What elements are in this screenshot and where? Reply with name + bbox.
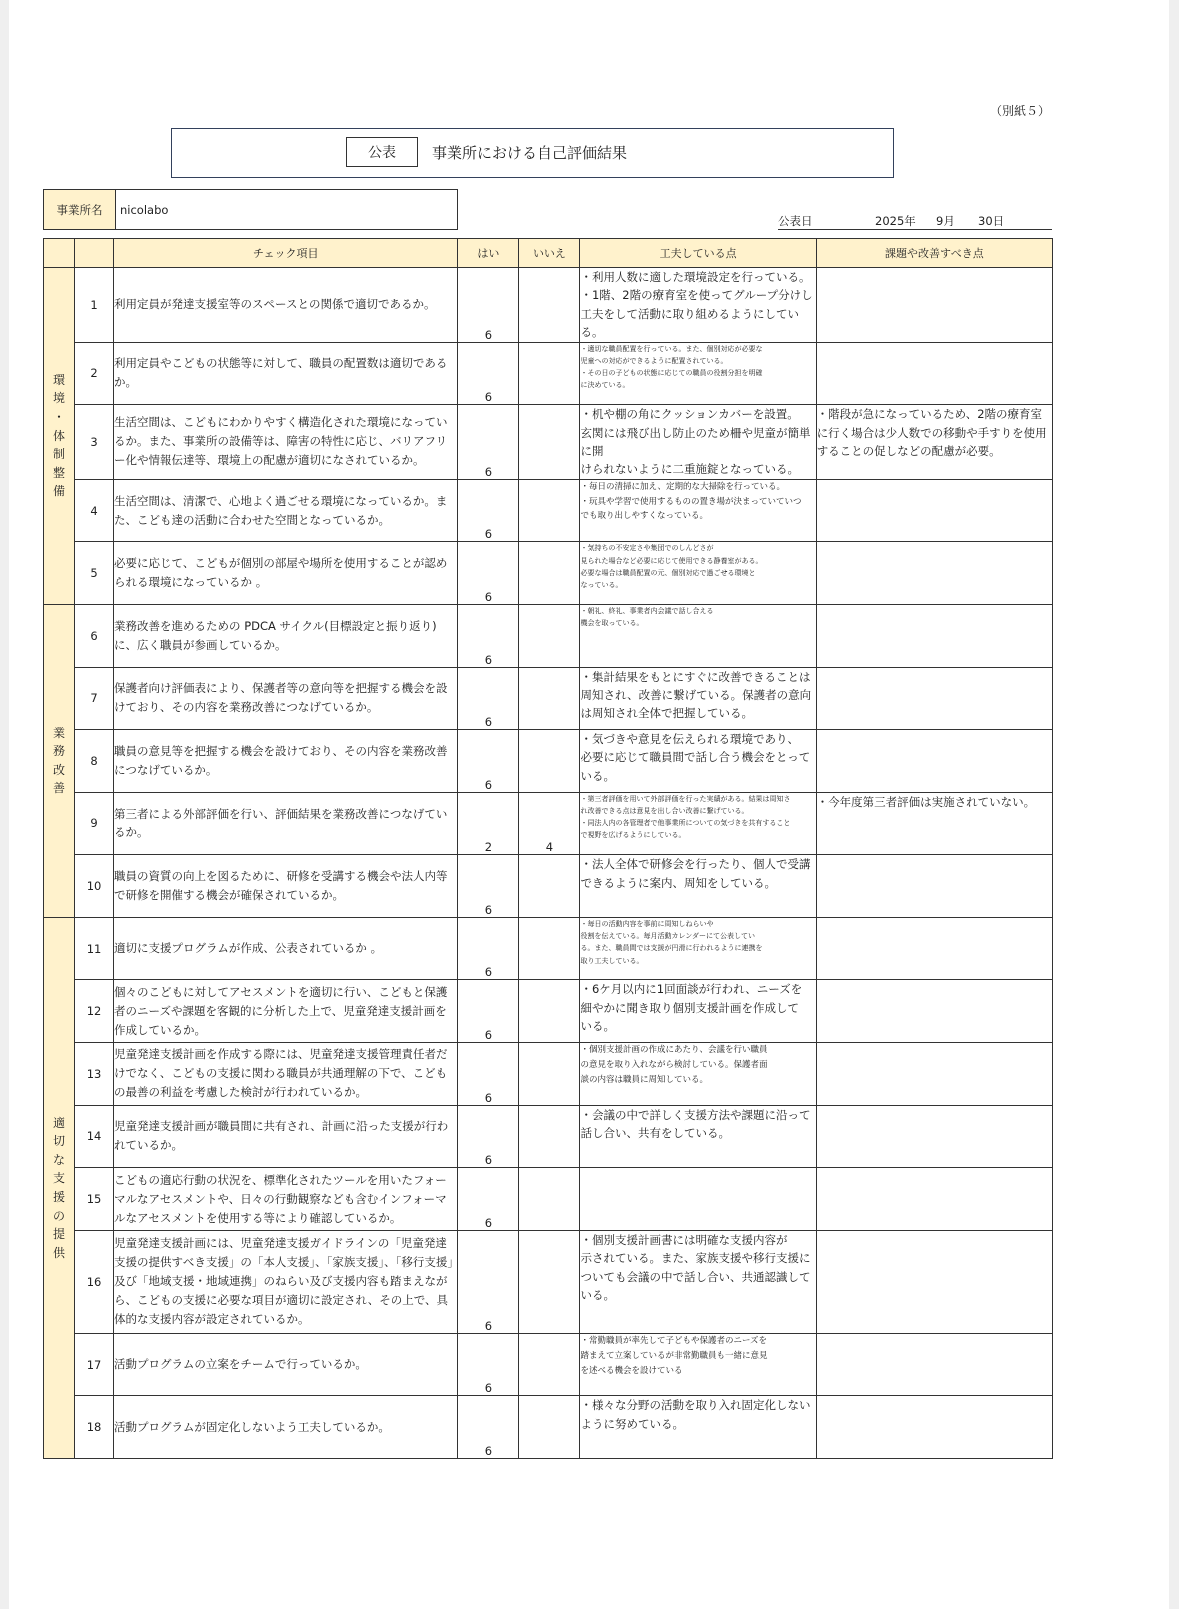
note-line: ・朝礼、終礼、事業者内会議で話し合える bbox=[580, 606, 714, 615]
row-number: 14 bbox=[75, 1105, 114, 1168]
note-line: 細やかに聞き取り個別支援計画を作成して bbox=[580, 1000, 799, 1015]
note-line: は周知され全体で把握している。 bbox=[580, 706, 753, 721]
note-line: に行く場合は少人数での移動や手すりを使用 bbox=[816, 425, 1047, 440]
no-count bbox=[519, 1230, 580, 1333]
yes-count: 6 bbox=[458, 730, 519, 793]
category-char: 整 bbox=[53, 465, 66, 480]
row-number: 6 bbox=[75, 604, 114, 667]
effort-note bbox=[580, 667, 816, 730]
issue-note bbox=[816, 1230, 1052, 1333]
note-line: ついても会議の中で話し合い、共通認識して bbox=[580, 1269, 811, 1284]
issue-note bbox=[816, 1043, 1052, 1106]
no-count bbox=[519, 980, 580, 1043]
header-effort: 工夫している点 bbox=[580, 239, 816, 268]
category-char: 供 bbox=[53, 1245, 66, 1260]
issue-note bbox=[816, 405, 1052, 480]
no-count bbox=[519, 1396, 580, 1459]
category-char: 適 bbox=[53, 1115, 66, 1130]
category-char: 環 bbox=[53, 372, 66, 387]
row-number: 8 bbox=[75, 730, 114, 793]
note-line: できるように案内、周知をしている。 bbox=[580, 875, 776, 890]
note-line: ・今年度第三者評価は実施されていない。 bbox=[816, 794, 1036, 809]
table-row bbox=[44, 792, 1053, 855]
issue-note bbox=[816, 730, 1052, 793]
note-line: の意見を取り入れながら検討している。保護者面 bbox=[580, 1059, 768, 1070]
check-item: 業務改善を進めるための PDCA サイクル(目標設定と振り返り)に、広く職員が参画しているか。 bbox=[114, 604, 458, 667]
category-char: の bbox=[53, 1208, 66, 1223]
no-count bbox=[519, 1105, 580, 1168]
note-line: 児童への対応ができるように配置されている。 bbox=[580, 356, 728, 365]
table-row bbox=[44, 1230, 1053, 1333]
note-line: ・集計結果をもとにすぐに改善できることは bbox=[580, 669, 811, 684]
no-count bbox=[519, 917, 580, 980]
note-line: ・利用人数に適した環境設定を行っている。 bbox=[580, 270, 811, 284]
category-char: 境 bbox=[53, 391, 66, 406]
header-category bbox=[44, 239, 75, 268]
note-line: 談の内容は職員に周知している。 bbox=[580, 1074, 708, 1085]
issue-note bbox=[816, 1396, 1052, 1459]
table-row bbox=[44, 980, 1053, 1043]
note-line: ・毎日の清掃に加え、定期的な大掃除を行っている。 bbox=[580, 481, 785, 492]
category-char: な bbox=[53, 1152, 66, 1167]
note-line: ・個別支援計画の作成にあたり、会議を行い職員 bbox=[580, 1045, 768, 1056]
note-line: 必要に応じて職員間で話し合う機会をとって bbox=[580, 750, 811, 765]
category-char: 支 bbox=[53, 1171, 66, 1186]
note-line: ・机や棚の角にクッションカバーを設置。 bbox=[580, 407, 799, 422]
effort-note bbox=[580, 479, 816, 542]
row-number: 13 bbox=[75, 1043, 114, 1106]
note-line: けられないように二重施錠となっている。 bbox=[580, 462, 799, 477]
effort-note bbox=[580, 1230, 816, 1333]
no-count bbox=[519, 667, 580, 730]
check-item: 適切に支援プログラムが作成、公表されているか 。 bbox=[114, 917, 458, 980]
category-char: 業 bbox=[53, 725, 66, 740]
category-cell bbox=[44, 917, 75, 1458]
effort-note bbox=[580, 917, 816, 980]
yes-count: 6 bbox=[458, 479, 519, 542]
table-row bbox=[44, 1396, 1053, 1459]
issue-note bbox=[816, 1333, 1052, 1396]
category-char: 制 bbox=[53, 447, 66, 462]
note-line: ・適切な職員配置を行っている。また、個別対応が必要な bbox=[580, 344, 763, 353]
no-count bbox=[519, 730, 580, 793]
note-line: に決めている。 bbox=[580, 381, 630, 390]
note-line: 機会を取っている。 bbox=[580, 619, 644, 628]
header-check-item: チェック項目 bbox=[114, 239, 458, 268]
no-count bbox=[519, 542, 580, 605]
check-item: 児童発達支援計画を作成する際には、児童発達支援管理責任者だけでなく、こどもの支援に関わる職員が共通理解の下で、こどもの最善の利益を考慮した検討が行われているか。 bbox=[114, 1043, 458, 1106]
yes-count: 6 bbox=[458, 855, 519, 918]
table-row bbox=[44, 1333, 1053, 1396]
note-line: ・様々な分野の活動を取り入れ固定化しない bbox=[580, 1398, 811, 1413]
table-row bbox=[44, 1105, 1053, 1168]
effort-note bbox=[580, 604, 816, 667]
check-item: 第三者による外部評価を行い、評価結果を業務改善につなげているか。 bbox=[114, 792, 458, 855]
header-issue: 課題や改善すべき点 bbox=[816, 239, 1052, 268]
header-yes: はい bbox=[458, 239, 519, 268]
header-number bbox=[75, 239, 114, 268]
yes-count: 2 bbox=[458, 792, 519, 855]
row-number: 5 bbox=[75, 542, 114, 605]
note-line: れ改善できる点は意見を出し合い改善に繋げている。 bbox=[580, 806, 749, 815]
effort-note bbox=[580, 1333, 816, 1396]
note-line: ・気づきや意見を伝えられる環境であり、 bbox=[580, 732, 799, 747]
row-number: 7 bbox=[75, 667, 114, 730]
note-line: でも取り出しやすくなっている。 bbox=[580, 511, 708, 522]
no-count bbox=[519, 342, 580, 405]
check-item: 活動プログラムが固定化しないよう工夫しているか。 bbox=[114, 1396, 458, 1459]
note-line: 見られた場合など必要に応じて使用できる静養室がある。 bbox=[580, 556, 763, 565]
row-number: 10 bbox=[75, 855, 114, 918]
yes-count: 6 bbox=[458, 667, 519, 730]
category-char: 提 bbox=[53, 1227, 66, 1242]
note-line: ・1階、2階の療育室を使ってグループ分けし bbox=[580, 288, 813, 303]
table-row bbox=[44, 342, 1053, 405]
publication-date-label: 公表日 bbox=[778, 214, 813, 228]
note-line: 取り工夫している。 bbox=[580, 956, 644, 965]
note-line: る。また、職員間では支援が円滑に行われるように連携を bbox=[580, 944, 763, 953]
note-line: ・玩具や学習で使用するものの置き場が決まっていていつ bbox=[580, 496, 802, 507]
office-name-label: 事業所名 bbox=[44, 190, 116, 229]
note-line: ・第三者評価を用いて外部評価を行った実績がある。結果は周知さ bbox=[580, 794, 791, 803]
effort-note bbox=[580, 730, 816, 793]
yes-count: 6 bbox=[458, 1168, 519, 1231]
table-row bbox=[44, 730, 1053, 793]
issue-note bbox=[816, 479, 1052, 542]
row-number: 12 bbox=[75, 980, 114, 1043]
note-line: ・階段が急になっているため、2階の療育室 bbox=[816, 407, 1043, 422]
effort-note bbox=[580, 1105, 816, 1168]
note-line: 話し合い、共有をしている。 bbox=[580, 1126, 730, 1141]
effort-note bbox=[580, 542, 816, 605]
note-line: いる。 bbox=[580, 768, 615, 783]
issue-note bbox=[816, 268, 1052, 343]
check-item: 職員の資質の向上を図るために、研修を受講する機会や法人内等で研修を開催する機会が確保されているか。 bbox=[114, 855, 458, 918]
yes-count: 6 bbox=[458, 917, 519, 980]
note-line: いる。 bbox=[580, 1019, 615, 1034]
effort-note bbox=[580, 1168, 816, 1231]
note-line: なっている。 bbox=[580, 581, 623, 590]
note-line: ように努めている。 bbox=[580, 1416, 684, 1431]
row-number: 17 bbox=[75, 1333, 114, 1396]
publication-date bbox=[778, 213, 1052, 230]
note-line: 示されている。また、家族支援や移行支援に bbox=[580, 1251, 811, 1266]
check-item: こどもの適応行動の状況を、標準化されたツールを用いたフォーマルなアセスメントや、日々の行動観察なども含むインフォーマルなアセスメントを使用する等により確認しているか。 bbox=[114, 1168, 458, 1231]
note-line: することの促しなどの配慮が必要。 bbox=[816, 443, 1001, 458]
no-count bbox=[519, 268, 580, 343]
table-row bbox=[44, 667, 1053, 730]
category-cell bbox=[44, 268, 75, 605]
check-item: 保護者向け評価表により、保護者等の意向等を把握する機会を設けており、その内容を業務改善につなげているか。 bbox=[114, 667, 458, 730]
check-item: 生活空間は、こどもにわかりやすく構造化された環境になっているか。また、事業所の設備等は、障害の特性に応じ、バリアフリー化や情報伝達等、環境上の配慮が適切になされているか。 bbox=[114, 405, 458, 480]
yes-count: 6 bbox=[458, 1105, 519, 1168]
check-item: 生活空間は、清潔で、心地よく過ごせる環境になっているか。また、こども達の活動に合わせた空間となっているか。 bbox=[114, 479, 458, 542]
note-line: 工夫をして活動に取り組めるようにしている。 bbox=[580, 306, 799, 340]
table-row bbox=[44, 855, 1053, 918]
yes-count: 6 bbox=[458, 980, 519, 1043]
note-line: いる。 bbox=[580, 1288, 615, 1303]
category-char: 体 bbox=[53, 428, 66, 443]
effort-note bbox=[580, 405, 816, 480]
check-item: 個々のこどもに対してアセスメントを適切に行い、こどもと保護者のニーズや課題を客観的に分析した上で、児童発達支援計画を作成しているか。 bbox=[114, 980, 458, 1043]
note-line: 踏まえて立案しているが非常勤職員も一緒に意見 bbox=[580, 1350, 768, 1361]
note-line: 役割を伝えている。毎月活動カレンダーにて公表してい bbox=[580, 932, 756, 941]
issue-note bbox=[816, 604, 1052, 667]
note-line: ・毎日の活動内容を事前に周知しねらいや bbox=[580, 919, 714, 928]
no-count bbox=[519, 405, 580, 480]
note-line: ・同法人内の各管理者で他事業所についての気づきを共有すること bbox=[580, 819, 791, 828]
effort-note bbox=[580, 268, 816, 343]
row-number: 9 bbox=[75, 792, 114, 855]
note-line: で視野を広げるようにしている。 bbox=[580, 831, 686, 840]
no-count bbox=[519, 1333, 580, 1396]
office-name-box bbox=[43, 189, 458, 230]
yes-count: 6 bbox=[458, 542, 519, 605]
publication-year: 2025年 bbox=[875, 214, 916, 228]
note-line: 必要な場合は職員配置の元、個別対応で過ごせる環境と bbox=[580, 568, 756, 577]
issue-note bbox=[816, 542, 1052, 605]
title-box bbox=[171, 128, 894, 178]
category-char: 切 bbox=[53, 1134, 66, 1149]
category-char: 備 bbox=[53, 484, 66, 499]
issue-note bbox=[816, 667, 1052, 730]
note-line: 周知され、改善に繋げている。保護者の意向 bbox=[580, 687, 812, 702]
note-line: ・その日の子どもの状態に応じての職員の役割分担を明確 bbox=[580, 369, 763, 378]
check-item: 児童発達支援計画には、児童発達支援ガイドラインの「児童発達支援の提供すべき支援」の「本人支援」、「家族支援」、「移行支援」及び「地域支援・地域連携」のねらい及び支援内容も踏まえながら、こどもの支援に必要な項目が適切に設定され、その上で、具体的な支援内容が設定されているか。 bbox=[114, 1230, 458, 1333]
table-row bbox=[44, 268, 1053, 343]
note-line: ・気持ちの不安定さや集団でのしんどさが bbox=[580, 544, 714, 553]
office-name-value: nicolabo bbox=[120, 202, 169, 217]
effort-note bbox=[580, 792, 816, 855]
table-row bbox=[44, 917, 1053, 980]
yes-count: 6 bbox=[458, 405, 519, 480]
row-number: 1 bbox=[75, 268, 114, 343]
table-row bbox=[44, 542, 1053, 605]
row-number: 15 bbox=[75, 1168, 114, 1231]
category-char: 務 bbox=[53, 744, 66, 759]
no-count bbox=[519, 1168, 580, 1231]
table-row bbox=[44, 1043, 1053, 1106]
no-count bbox=[519, 855, 580, 918]
check-item: 利用定員が発達支援室等のスペースとの関係で適切であるか。 bbox=[114, 268, 458, 343]
table-row bbox=[44, 604, 1053, 667]
publication-day: 30日 bbox=[978, 214, 1005, 228]
yes-count: 6 bbox=[458, 342, 519, 405]
yes-count: 6 bbox=[458, 1230, 519, 1333]
page-margin-right bbox=[1169, 0, 1179, 1609]
page-title: 事業所における自己評価結果 bbox=[432, 144, 628, 162]
row-number: 2 bbox=[75, 342, 114, 405]
yes-count: 6 bbox=[458, 1043, 519, 1106]
category-char: 善 bbox=[53, 781, 66, 796]
check-item: 児童発達支援計画が職員間に共有され、計画に沿った支援が行われているか。 bbox=[114, 1105, 458, 1168]
row-number: 18 bbox=[75, 1396, 114, 1459]
yes-count: 6 bbox=[458, 268, 519, 343]
row-number: 3 bbox=[75, 405, 114, 480]
yes-count: 6 bbox=[458, 1396, 519, 1459]
publication-month: 9月 bbox=[936, 214, 955, 228]
check-item: 活動プログラムの立案をチームで行っているか。 bbox=[114, 1333, 458, 1396]
category-char: 改 bbox=[53, 762, 66, 777]
row-number: 16 bbox=[75, 1230, 114, 1333]
issue-note bbox=[816, 792, 1052, 855]
note-line: ・個別支援計画書には明確な支援内容が bbox=[580, 1232, 788, 1247]
issue-note bbox=[816, 342, 1052, 405]
header-no: いいえ bbox=[519, 239, 580, 268]
category-char: 援 bbox=[53, 1189, 66, 1204]
table-row bbox=[44, 479, 1053, 542]
table-header-row bbox=[44, 239, 1053, 268]
issue-note bbox=[816, 1105, 1052, 1168]
note-line: ・6ケ月以内に1回面談が行われ、ニーズを bbox=[580, 982, 803, 997]
effort-note bbox=[580, 855, 816, 918]
annex-label: （別紙５） bbox=[990, 104, 1051, 118]
note-line: ・会議の中で詳しく支援方法や課題に沿って bbox=[580, 1107, 811, 1122]
issue-note bbox=[816, 980, 1052, 1043]
category-cell bbox=[44, 604, 75, 917]
public-badge: 公表 bbox=[346, 137, 418, 167]
table-row bbox=[44, 405, 1053, 480]
no-count bbox=[519, 1043, 580, 1106]
issue-note bbox=[816, 855, 1052, 918]
yes-count: 6 bbox=[458, 604, 519, 667]
page-margin-left bbox=[0, 0, 9, 1609]
issue-note bbox=[816, 917, 1052, 980]
note-line: ・常勤職員が率先して子どもや保護者のニーズを bbox=[580, 1335, 768, 1346]
no-count bbox=[519, 604, 580, 667]
yes-count: 6 bbox=[458, 1333, 519, 1396]
row-number: 4 bbox=[75, 479, 114, 542]
table-row bbox=[44, 1168, 1053, 1231]
effort-note bbox=[580, 980, 816, 1043]
self-evaluation-table bbox=[43, 238, 1053, 1459]
category-char: ・ bbox=[53, 410, 66, 425]
note-line: を述べる機会を設けている bbox=[580, 1365, 683, 1376]
note-line: ・法人全体で研修会を行ったり、個人で受講 bbox=[580, 857, 811, 872]
effort-note bbox=[580, 1043, 816, 1106]
effort-note bbox=[580, 1396, 816, 1459]
check-item: 必要に応じて、こどもが個別の部屋や場所を使用することが認められる環境になっているか 。 bbox=[114, 542, 458, 605]
check-item: 職員の意見等を把握する機会を設けており、その内容を業務改善につなげているか。 bbox=[114, 730, 458, 793]
no-count: 4 bbox=[519, 792, 580, 855]
check-item: 利用定員やこどもの状態等に対して、職員の配置数は適切であるか。 bbox=[114, 342, 458, 405]
note-line: 玄関には飛び出し防止のため柵や児童が簡単に開 bbox=[580, 425, 811, 458]
no-count bbox=[519, 479, 580, 542]
row-number: 11 bbox=[75, 917, 114, 980]
issue-note bbox=[816, 1168, 1052, 1231]
effort-note bbox=[580, 342, 816, 405]
